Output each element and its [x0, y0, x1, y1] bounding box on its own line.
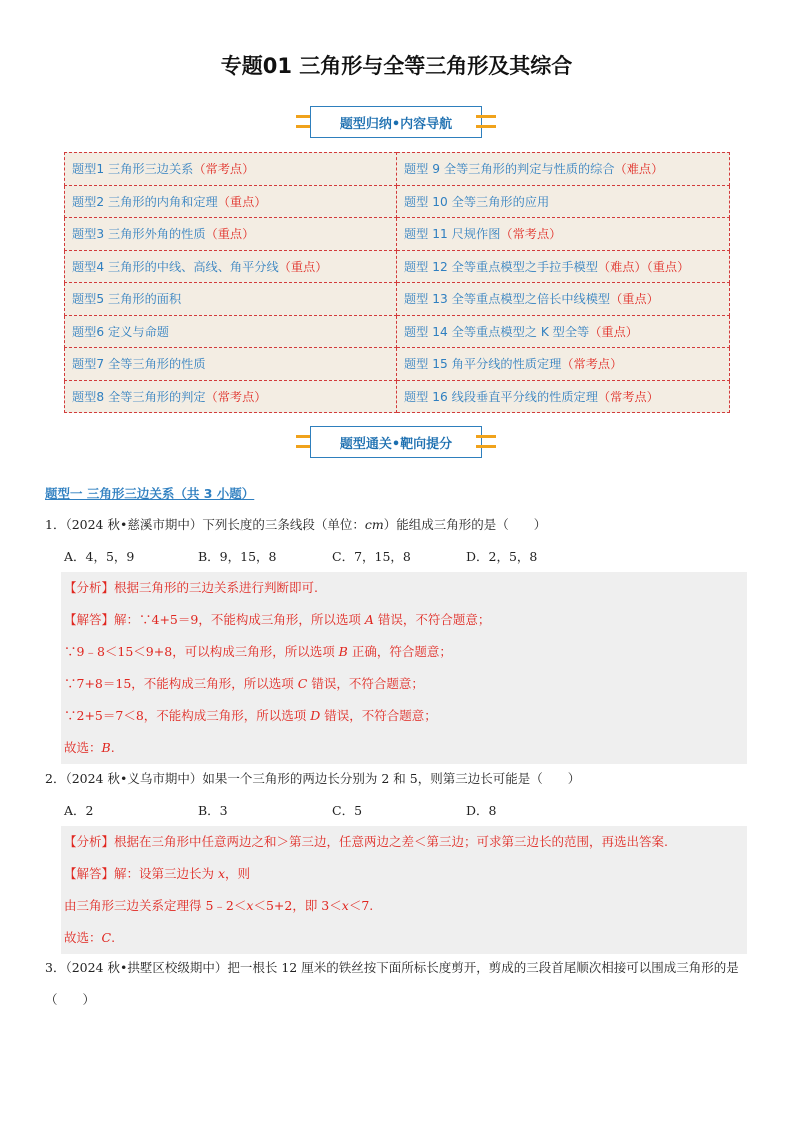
- nav-cell[interactable]: [65, 380, 397, 413]
- banner-practice: [296, 426, 496, 458]
- topic-label: 题型 13 全等重点模型之倍长中线模型: [404, 292, 611, 307]
- topic-label: 题型6 定义与命题: [72, 324, 169, 339]
- topic-label: 题型8 全等三角形的判定: [72, 389, 206, 404]
- nav-cell[interactable]: [65, 153, 397, 186]
- answer-line: 故选：B.: [64, 740, 115, 755]
- section-heading: 题型一 三角形三边关系（共 3 小题）: [45, 486, 255, 501]
- option-a: A．2: [64, 803, 94, 818]
- nav-cell[interactable]: [65, 250, 397, 283]
- topic-label: 题型 11 尺规作图: [404, 227, 501, 242]
- topic-label: 题型2 三角形的内角和定理: [72, 194, 218, 209]
- topic-tag: （重点）: [278, 259, 328, 274]
- answer-line: 【解答】解：设第三边长为 x，则: [64, 866, 251, 881]
- option-a: A．4，5，9: [64, 549, 135, 564]
- option-c: C．7，15，8: [332, 549, 411, 564]
- topic-label: 题型7 全等三角形的性质: [72, 357, 206, 372]
- question-2-options: [64, 801, 600, 819]
- topic-label: 题型 12 全等重点模型之手拉手模型: [404, 259, 598, 274]
- topic-tag: （重点）: [217, 194, 267, 209]
- nav-cell[interactable]: [65, 185, 397, 218]
- question-1-options: [64, 547, 600, 565]
- topic-tag: （常考点）: [500, 227, 562, 242]
- banner-decoration-icon: [476, 115, 496, 118]
- answer-line: ∵7+8＝15，不能构成三角形，所以选项 C 错误，不符合题意；: [64, 676, 424, 691]
- answer-line: 【分析】根据三角形的三边关系进行判断即可.: [64, 580, 318, 595]
- nav-cell[interactable]: [397, 250, 730, 283]
- option-d: D．8: [466, 803, 497, 818]
- banner-label: 题型通关•靶向提分: [310, 426, 482, 458]
- question-2-answer: [61, 826, 747, 954]
- nav-cell[interactable]: [397, 315, 730, 348]
- answer-line: 【解答】解：∵4+5＝9，不能构成三角形，所以选项 A 错误，不符合题意；: [64, 612, 491, 627]
- question-2-stem: 2．（2024 秋•义乌市期中）如果一个三角形的两边长分别为 2 和 5，则第三边长可能是（ ）: [45, 771, 581, 786]
- topic-tag: （难点）（重点）: [597, 259, 690, 274]
- topic-tag: （重点）: [610, 292, 659, 307]
- topic-label: 题型5 三角形的面积: [72, 292, 182, 307]
- banner-decoration-icon: [476, 125, 496, 128]
- banner-decoration-icon: [476, 445, 496, 448]
- topic-label: 题型3 三角形外角的性质: [72, 227, 206, 242]
- nav-row: [65, 153, 730, 186]
- topic-label: 题型4 三角形的中线、高线、角平分线: [72, 259, 279, 274]
- nav-row: [65, 380, 730, 413]
- topic-label: 题型 15 角平分线的性质定理: [404, 357, 562, 372]
- option-d: D．2，5，8: [466, 549, 538, 564]
- nav-row: [65, 283, 730, 316]
- answer-line: 【分析】根据在三角形中任意两边之和＞第三边，任意两边之差＜第三边；可求第三边长的范围，再选出答案.: [64, 834, 668, 849]
- nav-cell[interactable]: [397, 218, 730, 251]
- page-title: 专题01 三角形与全等三角形及其综合: [220, 54, 573, 78]
- nav-row: [65, 348, 730, 381]
- option-b: B．9，15，8: [198, 549, 277, 564]
- nav-cell[interactable]: [397, 348, 730, 381]
- answer-line: 故选：C.: [64, 930, 116, 945]
- topic-label: 题型 16 线段垂直平分线的性质定理: [404, 389, 598, 404]
- topic-tag: （常考点）: [561, 357, 623, 372]
- answer-line: ∵9﹣8＜15＜9+8，可以构成三角形，所以选项 B 正确，符合题意；: [64, 644, 452, 659]
- nav-cell[interactable]: [65, 218, 397, 251]
- nav-cell[interactable]: [65, 315, 397, 348]
- topic-label: 题型1 三角形三边关系: [72, 162, 194, 177]
- nav-cell[interactable]: [397, 185, 730, 218]
- nav-row: [65, 250, 730, 283]
- topic-tag: （常考点）: [205, 389, 267, 404]
- banner-label: 题型归纳•内容导航: [310, 106, 482, 138]
- topic-tag: （常考点）: [597, 389, 659, 404]
- answer-line: ∵2+5＝7＜8，不能构成三角形，所以选项 D 错误，不符合题意；: [64, 708, 437, 723]
- topic-navigation-table: [64, 152, 730, 413]
- topic-label: 题型 14 全等重点模型之 K 型全等: [404, 324, 590, 339]
- nav-cell[interactable]: [65, 348, 397, 381]
- nav-cell[interactable]: [65, 283, 397, 316]
- nav-row: [65, 185, 730, 218]
- topic-tag: （难点）: [614, 162, 664, 177]
- topic-tag: （重点）: [205, 227, 255, 242]
- answer-line: 由三角形三边关系定理得 5﹣2＜x＜5+2，即 3＜x＜7.: [64, 898, 374, 913]
- topic-label: 题型 10 全等三角形的应用: [404, 194, 550, 209]
- nav-cell[interactable]: [397, 283, 730, 316]
- option-c: C．5: [332, 803, 363, 818]
- nav-row: [65, 218, 730, 251]
- topic-tag: （常考点）: [193, 162, 255, 177]
- banner-decoration-icon: [476, 435, 496, 438]
- nav-cell[interactable]: [397, 380, 730, 413]
- nav-row: [65, 315, 730, 348]
- question-1-stem: 1．（2024 秋•慈溪市期中）下列长度的三条线段（单位：cm）能组成三角形的是（ ）: [45, 517, 547, 532]
- topic-tag: （重点）: [589, 324, 638, 339]
- banner-content-navigation: [296, 106, 496, 138]
- question-1-answer: [61, 572, 747, 764]
- topic-label: 题型 9 全等三角形的判定与性质的综合: [404, 162, 615, 177]
- nav-cell[interactable]: [397, 153, 730, 186]
- question-3-stem: 3．（2024 秋•拱墅区校级期中）把一根长 12 厘米的铁丝按下面所标长度剪开，剪成的三段首尾顺次相接可以围成三角形的是（ ）: [45, 960, 739, 1007]
- option-b: B．3: [198, 803, 228, 818]
